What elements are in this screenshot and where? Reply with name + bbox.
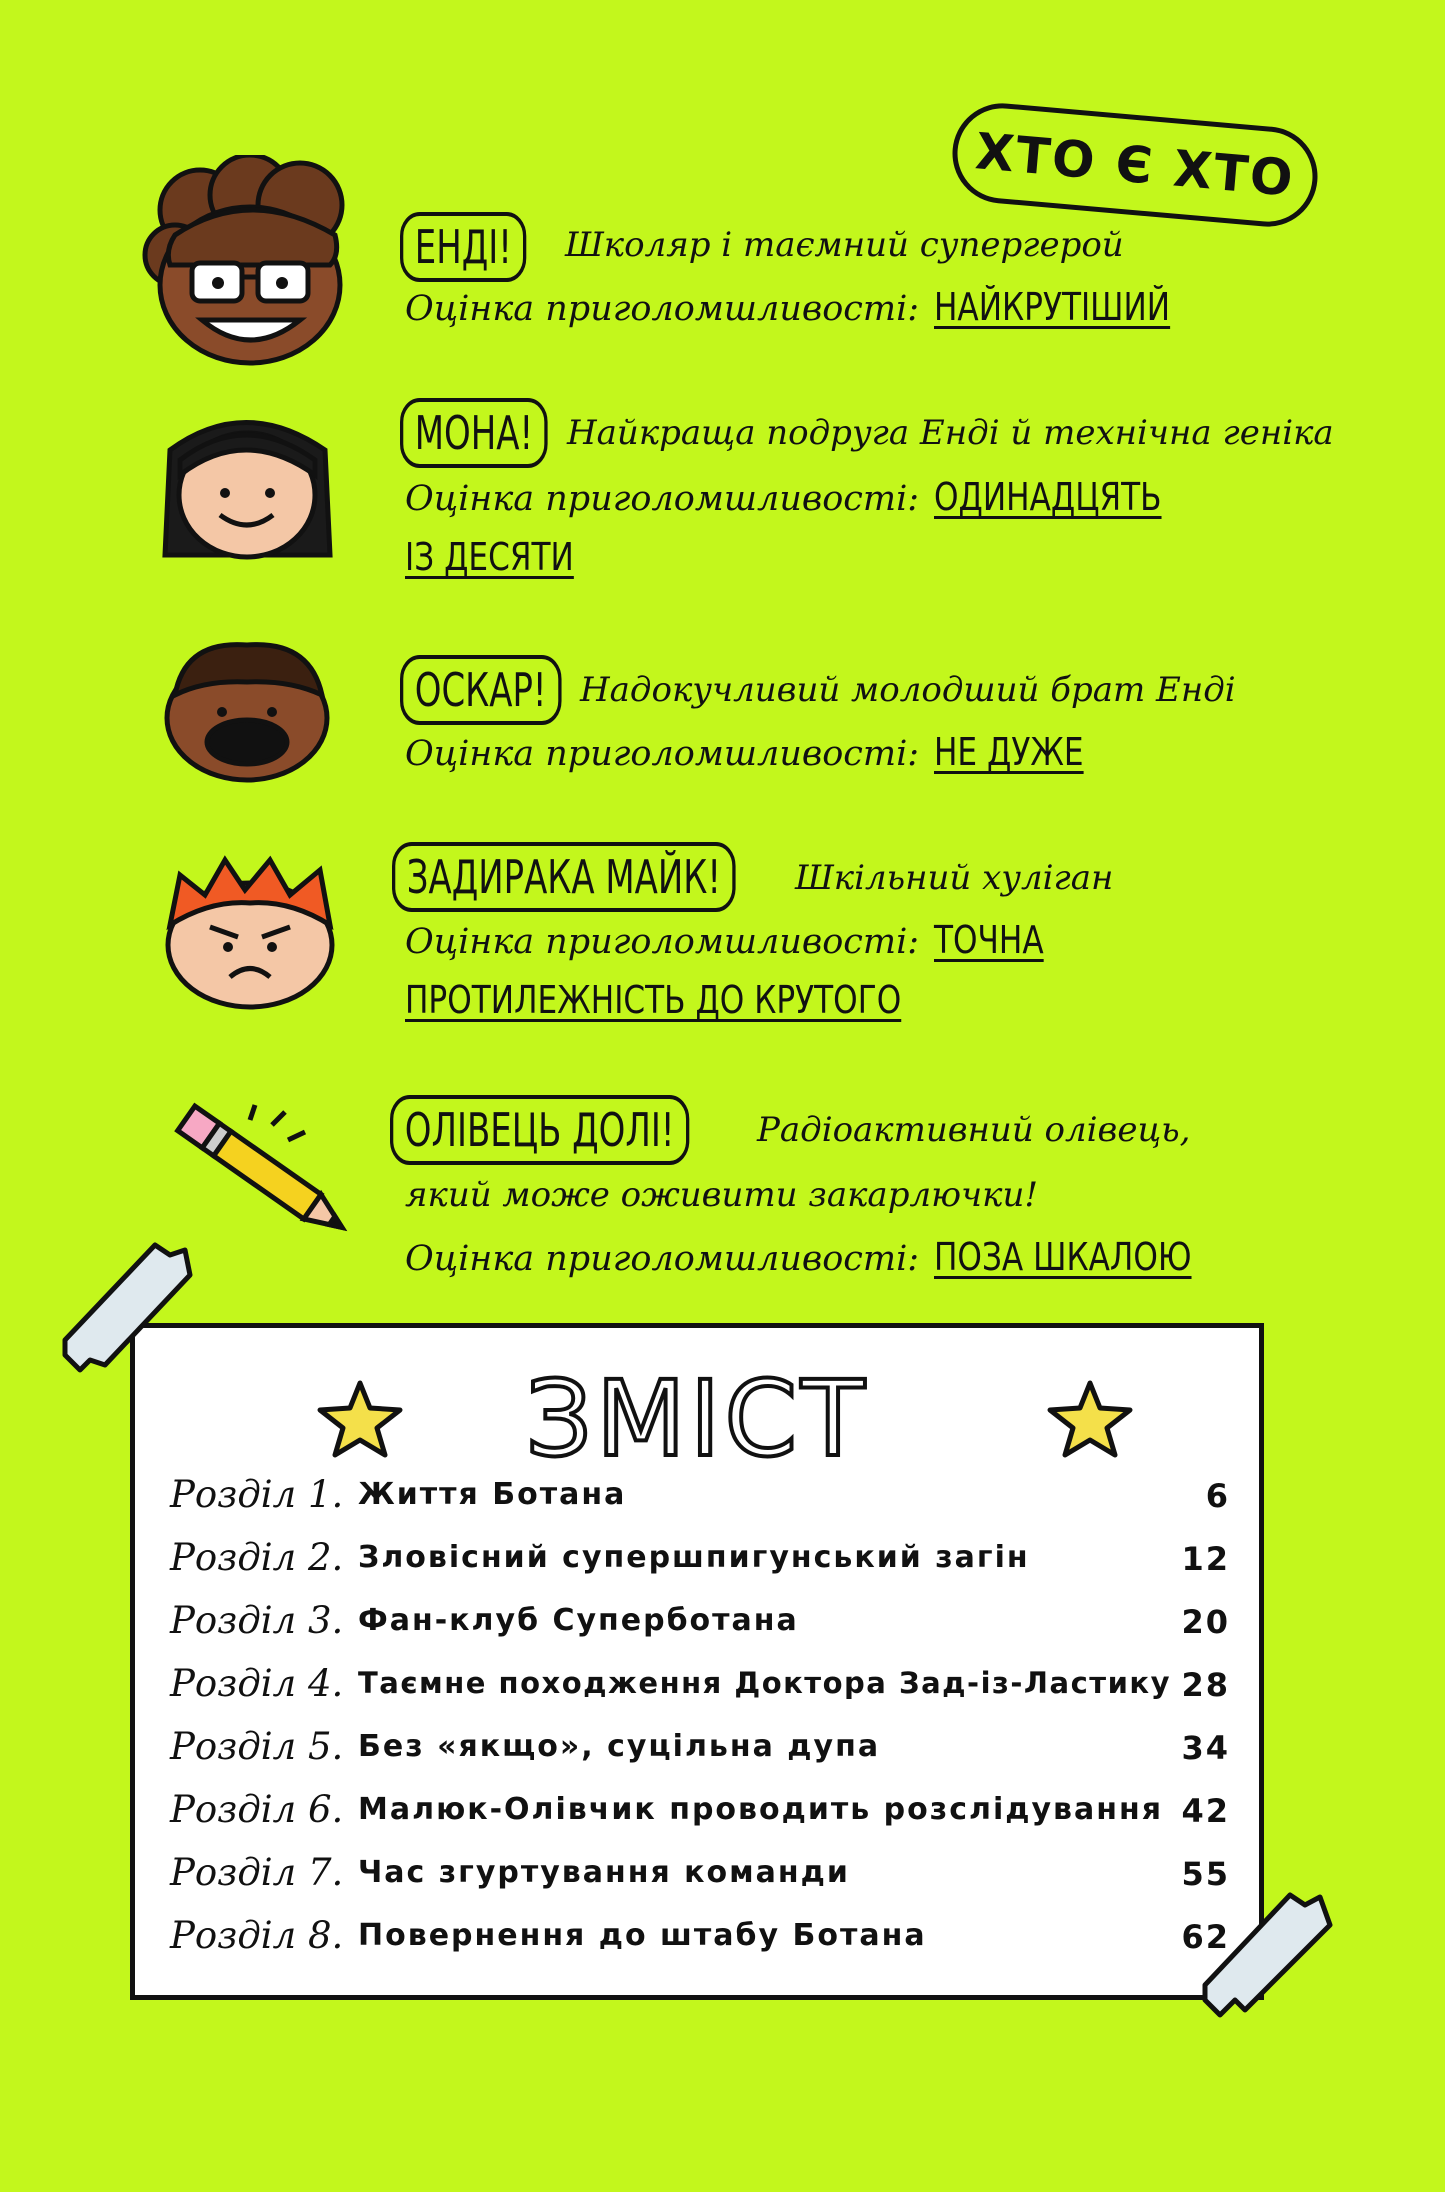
chapter-title: Таємне походження Доктора Зад-із-Ластику [358,1666,1171,1700]
chapter-title: Повернення до штабу Ботана [358,1918,927,1953]
chapter-page: 55 [1181,1855,1230,1893]
who-is-who-badge [948,99,1321,231]
chapter-page: 42 [1181,1792,1230,1830]
chapter-title: Життя Ботана [358,1477,627,1512]
chapter-number: Розділ 6. [170,1788,344,1831]
chapter-number: Розділ 1. [170,1473,344,1516]
star-icon [1045,1378,1135,1458]
character-description: Надокучливий молодший брат Енді [580,670,1236,710]
character-mike [392,842,811,912]
table-of-contents [130,1323,1264,2000]
chapter-page: 12 [1181,1540,1230,1578]
chapter-title: Зловісний супершпигунський загін [358,1540,1030,1575]
rating-label: Оцінка приголомшливості: [405,734,920,774]
who-is-who-title: ХТО Є ХТО [973,122,1297,208]
star-icon [315,1378,405,1458]
character-description-cont: який може оживити закарлючки! [405,1175,1039,1215]
character-andy [400,212,554,282]
character-description: Найкраща подруга Енді й технічна геніка [567,413,1334,453]
character-name: ЗАДИРАКА МАЙК! [392,842,736,912]
character-name: ЕНДІ! [400,212,527,282]
toc-row[interactable] [170,1788,1230,1848]
chapter-number: Розділ 7. [170,1851,344,1894]
rating-value: ТОЧНА [934,918,1044,962]
chapter-title: Малюк-Олівчик проводить розслідування [358,1792,1163,1827]
chapter-title: Час згуртування команди [358,1855,850,1890]
oscar-face-icon [150,630,345,785]
toc-title: ЗМІСТ [525,1358,869,1480]
andy-face-icon [140,155,360,370]
toc-row[interactable] [170,1536,1230,1596]
character-name: ОСКАР! [400,655,561,725]
rating-label: Оцінка приголомшливості: [405,479,920,519]
chapter-page: 20 [1181,1603,1230,1641]
chapter-number: Розділ 5. [170,1725,344,1768]
character-description: Шкільний хуліган [795,858,1114,898]
rating-label: Оцінка приголомшливості: [405,922,920,962]
character-pencil [390,1095,755,1165]
toc-row[interactable] [170,1473,1230,1533]
rating-value: НАЙКРУТІШИЙ [934,285,1171,329]
character-description: Школяр і таємний супергерой [565,225,1124,265]
chapter-number: Розділ 8. [170,1914,344,1957]
chapter-number: Розділ 2. [170,1536,344,1579]
character-description: Радіоактивний олівець, [757,1110,1191,1150]
toc-row[interactable] [170,1662,1230,1722]
tape-bottom-right-icon [1195,1875,1345,2025]
character-name: ОЛІВЕЦЬ ДОЛІ! [390,1095,689,1165]
chapter-number: Розділ 3. [170,1599,344,1642]
rating-value-cont: ПРОТИЛЕЖНІСТЬ ДО КРУТОГО [405,978,902,1022]
rating-value-cont: ІЗ ДЕСЯТИ [405,535,574,579]
toc-row[interactable] [170,1851,1230,1911]
rating-label: Оцінка приголомшливості: [405,1239,920,1279]
character-mona [400,398,580,468]
rating-value: ПОЗА ШКАЛОЮ [934,1235,1192,1279]
character-name: МОНА! [400,398,548,468]
chapter-title: Без «якщо», суцільна дупа [358,1729,881,1764]
chapter-page: 28 [1181,1666,1230,1704]
toc-row[interactable] [170,1914,1230,1974]
chapter-title: Фан-клуб Суперботана [358,1603,799,1638]
mona-face-icon [155,405,340,565]
mike-face-icon [150,855,350,1010]
toc-row[interactable] [170,1725,1230,1785]
rating-value: НЕ ДУЖЕ [934,730,1084,774]
chapter-page: 6 [1205,1477,1230,1515]
rating-label: Оцінка приголомшливості: [405,289,920,329]
chapter-number: Розділ 4. [170,1662,344,1705]
chapter-page: 62 [1181,1918,1230,1956]
tape-top-left-icon [55,1230,205,1380]
rating-value: ОДИНАДЦЯТЬ [934,475,1162,519]
character-oscar [400,655,597,725]
chapter-page: 34 [1181,1729,1230,1767]
pencil-of-destiny-icon [160,1100,370,1240]
toc-row[interactable] [170,1599,1230,1659]
